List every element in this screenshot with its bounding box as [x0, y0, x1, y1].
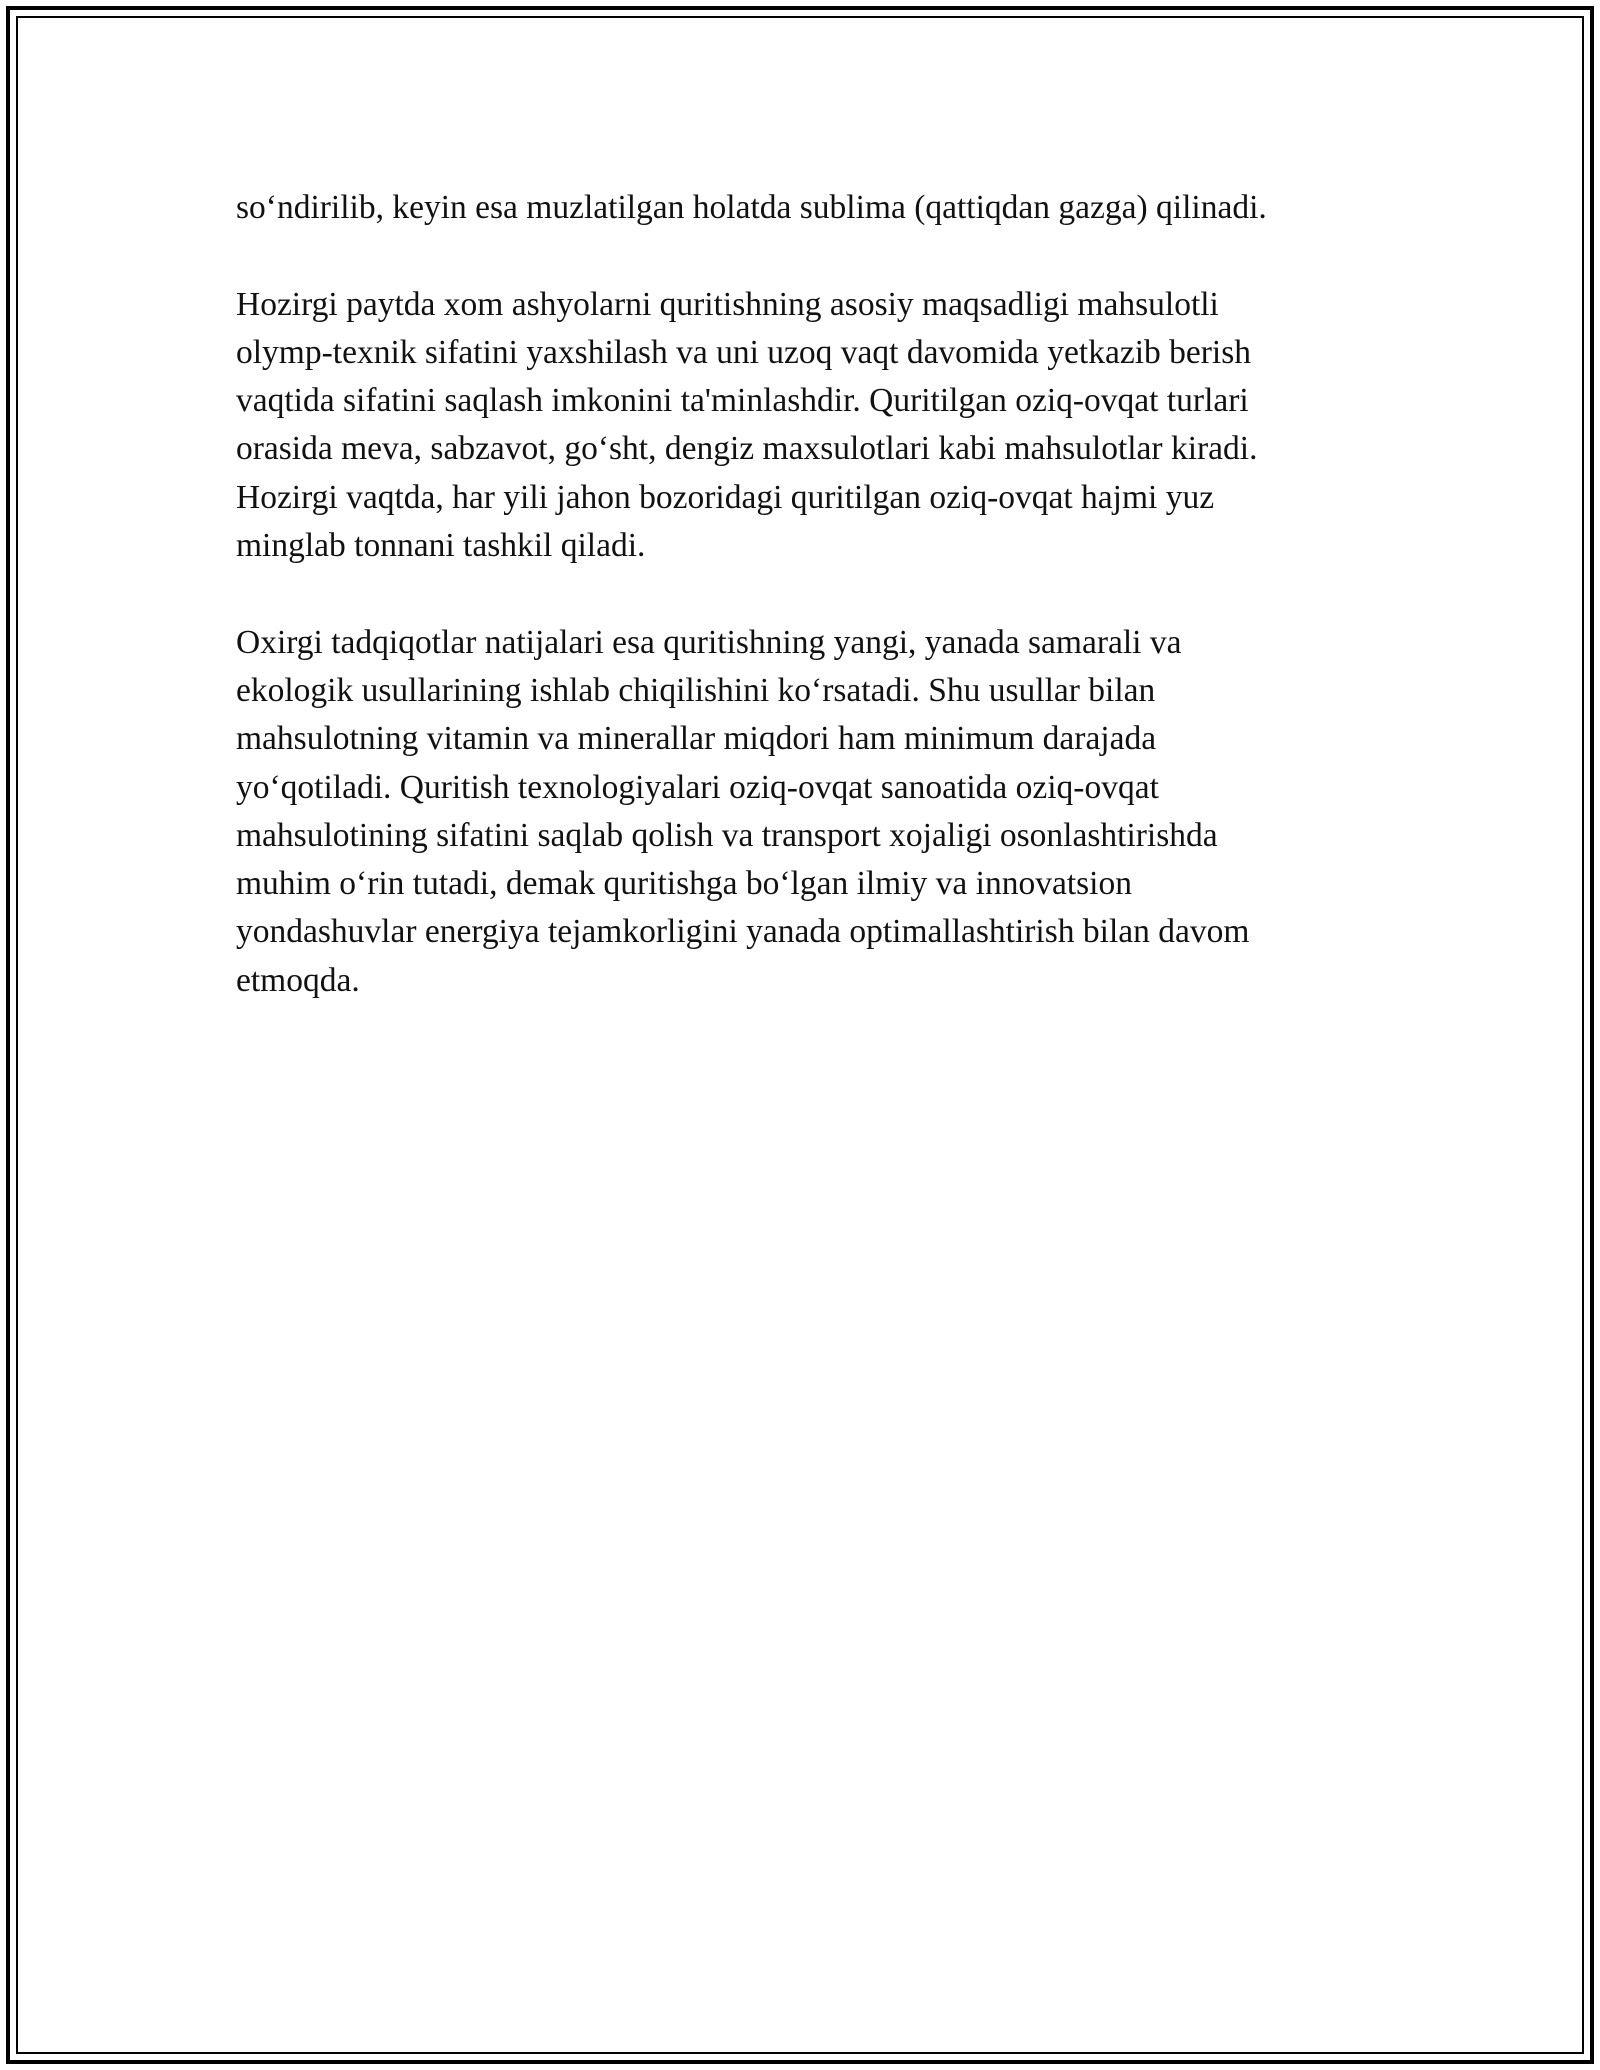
- paragraph-1: so‘ndirilib, keyin esa muzlatilgan holatda sublima (qattiqdan gazga) qilinadi.: [236, 189, 1267, 226]
- document-body: [236, 184, 1376, 1053]
- paragraph-2: Hozirgi paytda xom ashyolarni quritishning asosiy maqsadligi mahsulotli olymp-texnik sifatini yaxshilash va uni uzoq vaqt davomida yetkazib berish vaqtida sifatini saqlash imkonini ta'minlashdir. Quritilgan oziq-ovqat turlari orasida meva, sabzavot, go‘sht, dengiz maxsulotlari kabi mahsulotlar kiradi. Hozirgi vaqtda, har yili jahon bozoridagi quritilgan oziq-ovqat hajmi yuz minglab tonnani tashkil qiladi.: [236, 285, 1258, 565]
- paragraph-3: Oxirgi tadqiqotlar natijalari esa quritishning yangi, yanada samarali va ekologik usullarining ishlab chiqilishini ko‘rsatadi. Shu usullar bilan mahsulotning vitamin va minerallar miqdori ham minimum darajada yo‘qotiladi. Quritish texnologiyalari oziq-ovqat sanoatida oziq-ovqat mahsulotining sifatini saqlab qolish va transport xojaligi osonlashtirishda muhim o‘rin tutadi, demak quritishga bo‘lgan ilmiy va innovatsion yondashuvlar energiya tejamkorligini yanada optimallashtirish bilan davom etmoqda.: [236, 623, 1250, 999]
